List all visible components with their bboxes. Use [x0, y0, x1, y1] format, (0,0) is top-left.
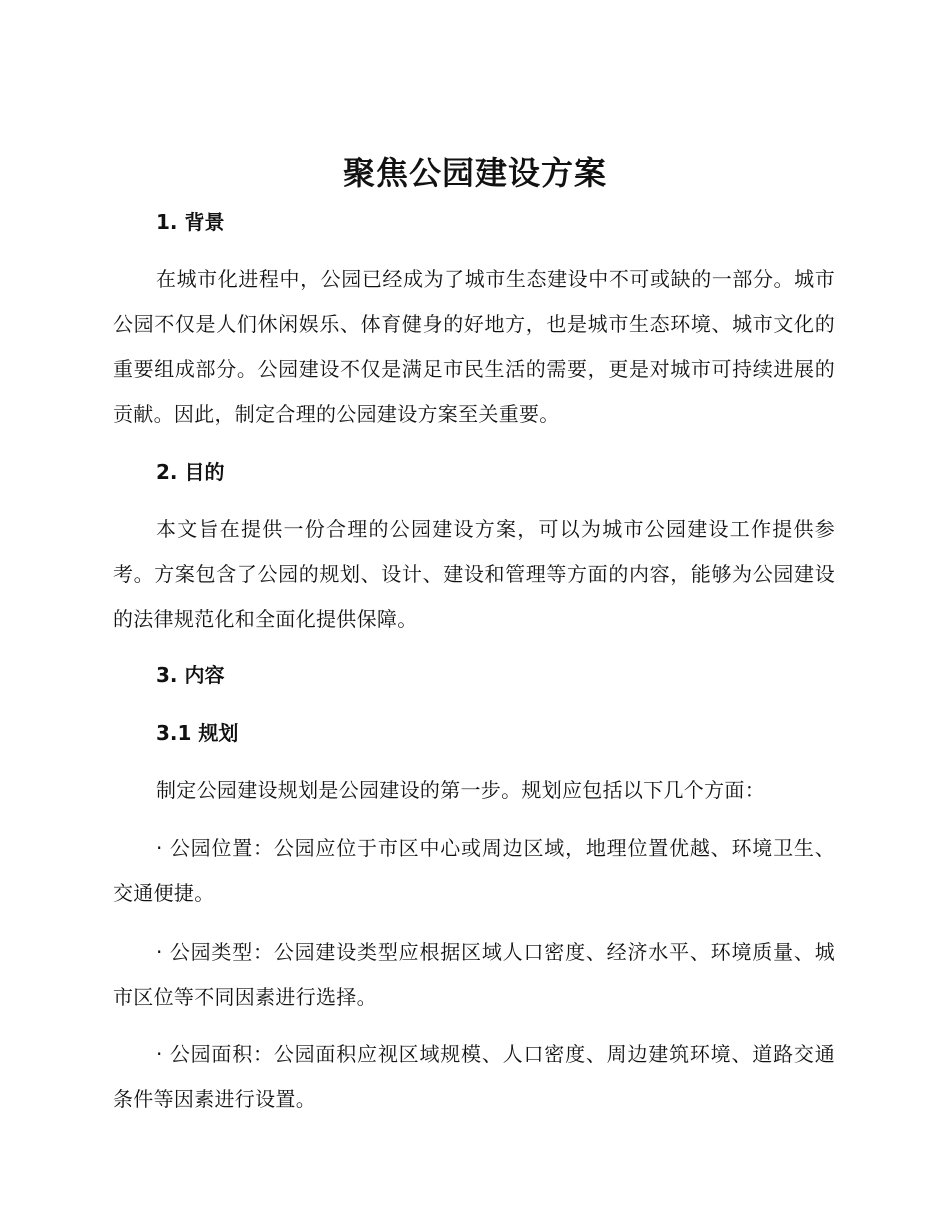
section-heading-background: 1. 背景	[156, 210, 225, 234]
paragraph-background: 在城市化进程中，公园已经成为了城市生态建设中不可或缺的一部分。城市公园不仅是人们休闲娱乐、体育健身的好地方，也是城市生态环境、城市文化的重要组成部分。公园建设不仅是满足市民生活的需要，更是对城市可持续进展的贡献。因此，制定合理的公园建设方案至关重要。	[113, 267, 835, 426]
list-item-park-type: · 公园类型：公园建设类型应根据区域人口密度、经济水平、环境质量、城市区位等不同因素进行选择。	[113, 940, 835, 1009]
subsection-heading-planning: 3.1 规划	[156, 721, 239, 745]
paragraph-planning-intro: 制定公园建设规划是公园建设的第一步。规划应包括以下几个方面：	[156, 778, 765, 802]
paragraph-purpose: 本文旨在提供一份合理的公园建设方案，可以为城市公园建设工作提供参考。方案包含了公园的规划、设计、建设和管理等方面的内容，能够为公园建设的法律规范化和全面化提供保障。	[113, 517, 835, 631]
section-heading-content: 3. 内容	[156, 663, 225, 687]
section-heading-purpose: 2. 目的	[156, 460, 225, 484]
list-item-park-location: · 公园位置：公园应位于市区中心或周边区域，地理位置优越、环境卫生、交通便捷。	[113, 836, 835, 905]
list-item-park-area: · 公园面积：公园面积应视区域规模、人口密度、周边建筑环境、道路交通条件等因素进行设置。	[113, 1042, 835, 1111]
document-title: 聚焦公园建设方案	[342, 154, 607, 192]
